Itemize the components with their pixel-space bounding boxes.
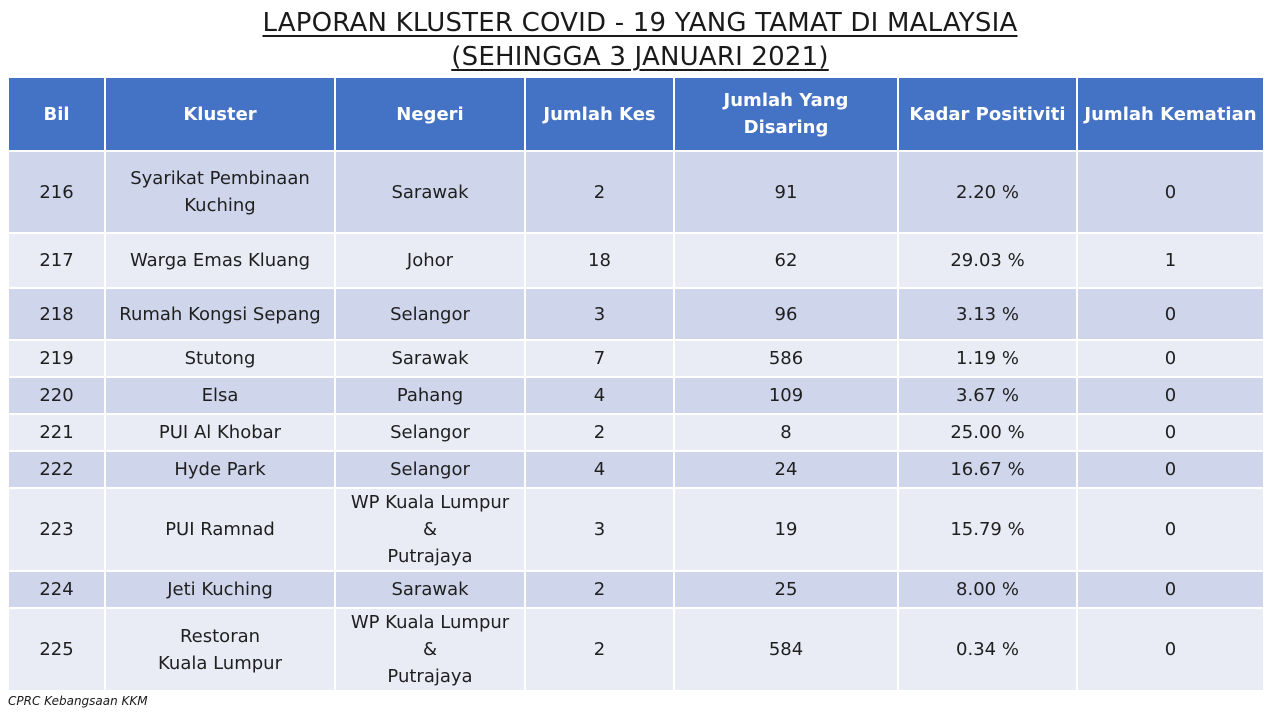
cell-jumlah-disaring: 19 <box>674 488 898 571</box>
cell-jumlah-kes: 2 <box>525 414 674 451</box>
cell-negeri-line: Putrajaya <box>387 666 473 687</box>
header-jumlah-kes: Jumlah Kes <box>525 78 674 151</box>
cell-jumlah-kematian: 0 <box>1077 151 1264 233</box>
cell-jumlah-kematian: 0 <box>1077 377 1264 414</box>
cell-jumlah-disaring: 8 <box>674 414 898 451</box>
header-bil: Bil <box>8 78 105 151</box>
cell-kadar-positiviti: 29.03 % <box>898 233 1077 288</box>
cell-bil: 221 <box>8 414 105 451</box>
table-body <box>8 151 1264 691</box>
cell-kluster <box>105 340 335 377</box>
cell-negeri <box>335 340 525 377</box>
cell-jumlah-kes: 7 <box>525 340 674 377</box>
cell-kluster <box>105 377 335 414</box>
cell-kadar-positiviti: 25.00 % <box>898 414 1077 451</box>
cell-jumlah-kematian: 0 <box>1077 288 1264 340</box>
cell-kadar-positiviti: 8.00 % <box>898 571 1077 608</box>
table-row <box>8 571 1264 608</box>
cell-jumlah-kes: 3 <box>525 288 674 340</box>
cell-kadar-positiviti: 16.67 % <box>898 451 1077 488</box>
cell-negeri-line: Sarawak <box>391 348 469 369</box>
cell-kluster-line: PUI Al Khobar <box>158 422 282 443</box>
cell-kluster-line: Hyde Park <box>174 459 266 480</box>
cell-jumlah-kes: 4 <box>525 377 674 414</box>
cell-jumlah-disaring: 586 <box>674 340 898 377</box>
cell-bil: 225 <box>8 608 105 691</box>
table-row <box>8 451 1264 488</box>
cell-jumlah-disaring: 109 <box>674 377 898 414</box>
cell-kluster <box>105 288 335 340</box>
cell-bil: 217 <box>8 233 105 288</box>
cell-kluster-line: PUI Ramnad <box>165 519 275 540</box>
cell-jumlah-kematian: 0 <box>1077 451 1264 488</box>
cell-bil: 220 <box>8 377 105 414</box>
cell-negeri <box>335 451 525 488</box>
title-line-2: (SEHINGGA 3 JANUARI 2021) <box>451 42 829 72</box>
cell-jumlah-disaring: 91 <box>674 151 898 233</box>
table-row <box>8 608 1264 691</box>
cell-jumlah-kes: 2 <box>525 608 674 691</box>
header-jumlah-kematian: Jumlah Kematian <box>1077 78 1264 151</box>
cell-jumlah-disaring: 96 <box>674 288 898 340</box>
cell-bil: 218 <box>8 288 105 340</box>
report-title <box>0 6 1280 74</box>
cell-negeri <box>335 151 525 233</box>
cell-jumlah-kes: 4 <box>525 451 674 488</box>
cell-bil: 224 <box>8 571 105 608</box>
cell-kluster <box>105 451 335 488</box>
cell-negeri-line: Sarawak <box>391 579 469 600</box>
cell-kluster <box>105 233 335 288</box>
cell-jumlah-kes: 2 <box>525 571 674 608</box>
cell-kadar-positiviti: 1.19 % <box>898 340 1077 377</box>
cell-jumlah-kes: 2 <box>525 151 674 233</box>
cell-kluster-line: Rumah Kongsi Sepang <box>119 303 321 325</box>
cell-jumlah-disaring: 24 <box>674 451 898 488</box>
table-row <box>8 233 1264 288</box>
cell-kluster-line: Warga Emas Kluang <box>129 250 311 271</box>
cell-kluster-line: Stutong <box>184 348 256 369</box>
cluster-table <box>7 78 1265 692</box>
cell-negeri-line: Pahang <box>396 385 464 406</box>
cell-kluster-line: Elsa <box>201 385 239 406</box>
header-jumlah-disaring: Jumlah Yang Disaring <box>674 78 898 151</box>
cell-jumlah-kematian: 0 <box>1077 571 1264 608</box>
cell-kadar-positiviti: 2.20 % <box>898 151 1077 233</box>
cell-negeri <box>335 608 525 691</box>
table-row <box>8 414 1264 451</box>
cell-kluster-line: Syarikat Pembinaan <box>130 168 310 189</box>
cell-negeri <box>335 233 525 288</box>
cell-negeri <box>335 488 525 571</box>
header-kadar-positiviti: Kadar Positiviti <box>898 78 1077 151</box>
header-kluster: Kluster <box>105 78 335 151</box>
cell-kluster-line: Restoran <box>179 625 261 647</box>
cell-kadar-positiviti: 3.67 % <box>898 377 1077 414</box>
cell-jumlah-kematian: 1 <box>1077 233 1264 288</box>
cell-negeri-line: Sarawak <box>391 181 469 203</box>
source-note: CPRC Kebangsaan KKM <box>8 694 148 708</box>
table-header-row <box>8 78 1264 151</box>
cell-negeri-line: Selangor <box>390 303 470 325</box>
cell-jumlah-kes: 18 <box>525 233 674 288</box>
cell-kluster-line: Jeti Kuching <box>167 579 273 600</box>
table-row <box>8 340 1264 377</box>
cell-kadar-positiviti: 15.79 % <box>898 488 1077 571</box>
cell-negeri-line: WP Kuala Lumpur & <box>350 492 510 540</box>
cell-negeri-line: Selangor <box>390 459 470 480</box>
cell-jumlah-disaring: 584 <box>674 608 898 691</box>
cell-kluster <box>105 608 335 691</box>
cell-kluster <box>105 151 335 233</box>
cell-negeri <box>335 288 525 340</box>
cell-kluster-line: Kuching <box>184 195 256 216</box>
cell-jumlah-kematian: 0 <box>1077 414 1264 451</box>
cell-negeri-line: WP Kuala Lumpur & <box>350 612 510 660</box>
cell-kluster <box>105 488 335 571</box>
cell-jumlah-kematian: 0 <box>1077 488 1264 571</box>
table-row <box>8 377 1264 414</box>
cell-negeri <box>335 377 525 414</box>
cell-negeri-line: Putrajaya <box>387 546 473 567</box>
cell-jumlah-disaring: 62 <box>674 233 898 288</box>
cell-jumlah-disaring: 25 <box>674 571 898 608</box>
cell-kluster <box>105 571 335 608</box>
cell-bil: 223 <box>8 488 105 571</box>
table-row <box>8 488 1264 571</box>
table-row <box>8 151 1264 233</box>
cell-negeri-line: Johor <box>406 250 454 271</box>
cell-bil: 216 <box>8 151 105 233</box>
title-line-1: LAPORAN KLUSTER COVID - 19 YANG TAMAT DI MALAYSIA <box>262 8 1018 38</box>
header-negeri: Negeri <box>335 78 525 151</box>
cell-kluster <box>105 414 335 451</box>
cell-bil: 222 <box>8 451 105 488</box>
cell-negeri-line: Selangor <box>390 422 470 443</box>
cell-negeri <box>335 571 525 608</box>
cell-kluster-line: Kuala Lumpur <box>158 652 282 674</box>
cell-kadar-positiviti: 0.34 % <box>898 608 1077 691</box>
cell-jumlah-kematian: 0 <box>1077 340 1264 377</box>
cell-jumlah-kematian: 0 <box>1077 608 1264 691</box>
cell-kadar-positiviti: 3.13 % <box>898 288 1077 340</box>
cell-bil: 219 <box>8 340 105 377</box>
table-row <box>8 288 1264 340</box>
cell-negeri <box>335 414 525 451</box>
cell-jumlah-kes: 3 <box>525 488 674 571</box>
